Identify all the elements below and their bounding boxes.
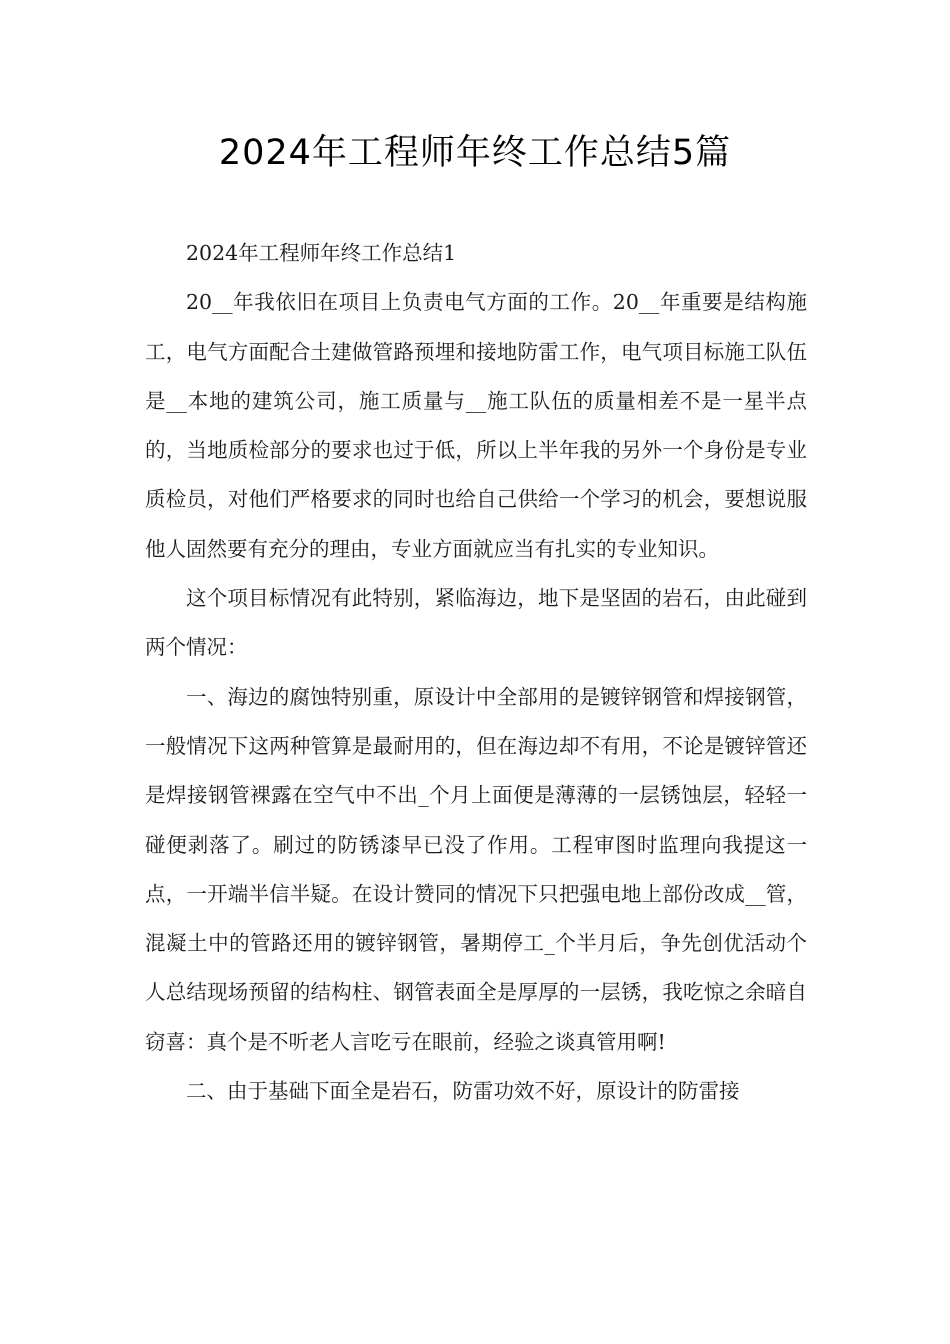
section-heading: 2024年工程师年终工作总结1 (186, 241, 457, 265)
paragraph: 一、海边的腐蚀特别重，原设计中全部用的是镀锌钢管和焊接钢管，一般情况下这两种管算是最耐用的，但在海边却不有用，不论是镀锌管还是焊接钢管裸露在空气中不出_个月上面便是薄薄的一层锈蚀层，轻轻一碰便剥落了。刷过的防锈漆早已没了作用。工程审图时监理向我提这一点，一开端半信半疑。在设计赞同的情况下只把强电地上部份改成__管，混凝土中的管路还用的镀锌钢管，暑期停工_个半月后，争先创优活动个人总结现场预留的结构柱、钢管表面全是厚厚的一层锈，我吃惊之余暗自窃喜：真个是不听老人言吃亏在眼前，经验之谈真管用啊! (145, 684, 807, 1054)
document-body (145, 229, 807, 1116)
paragraph: 二、由于基础下面全是岩石，防雷功效不好，原设计的防雷接 (186, 1079, 740, 1104)
document-title: 2024年工程师年终工作总结5篇 (218, 133, 732, 173)
paragraph: 这个项目标情况有此特别，紧临海边，地下是坚固的岩石，由此碰到两个情况： (145, 586, 807, 660)
paragraph: 20__年我依旧在项目上负责电气方面的工作。20__年重要是结构施工，电气方面配合土建做管路预埋和接地防雷工作，电气项目标施工队伍是__本地的建筑公司，施工质量与__施工队伍的质量相差不是一星半点的，当地质检部分的要求也过于低，所以上半年我的另外一个身份是专业质检员，对他们严格要求的同时也给自己供给一个学习的机会，要想说服他人固然要有充分的理由，专业方面就应当有扎实的专业知识。 (145, 290, 807, 561)
